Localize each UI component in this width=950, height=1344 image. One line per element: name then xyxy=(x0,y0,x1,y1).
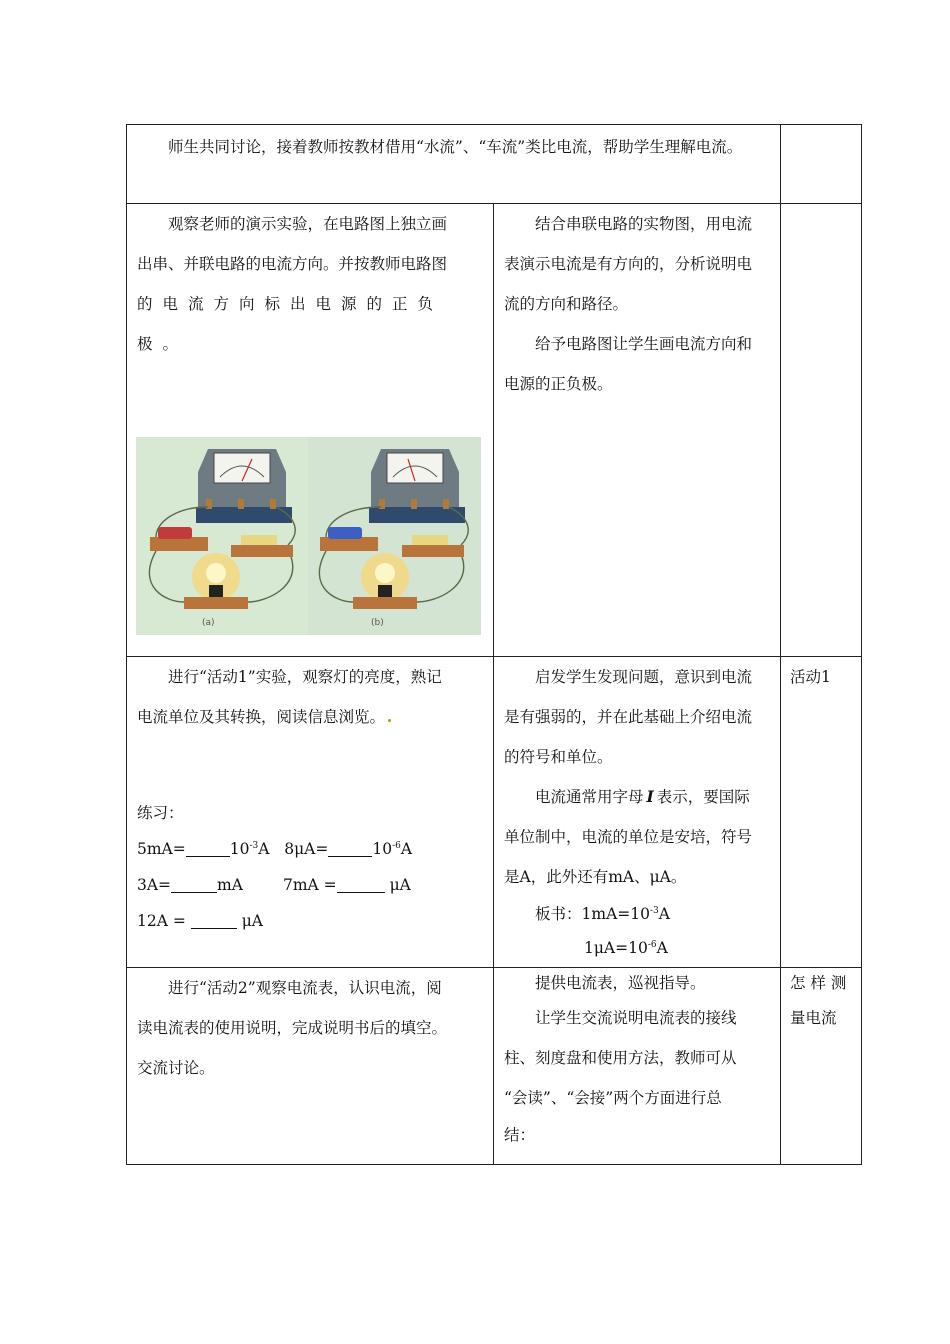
row3-teacher-line6: 是A，此外还有mA、μA。 xyxy=(504,868,687,886)
exercise-title: 练习： xyxy=(137,804,184,822)
row2-teacher-line4: 给予电路图让学生画电流方向和 xyxy=(535,335,753,353)
row2-teacher-line1: 结合串联电路的实物图，用电流 xyxy=(535,215,753,233)
row4-student-cell xyxy=(126,967,494,1165)
row1-text: 师生共同讨论，接着教师按教材借用“水流”、“车流”类比电流，帮助学生理解电流。 xyxy=(168,138,743,156)
row4-note-cell xyxy=(780,967,862,1165)
row2-student-line1: 观察老师的演示实验，在电路图上独立画 xyxy=(168,215,448,233)
row4-teacher-cell xyxy=(493,967,781,1165)
row4-note-line1: 怎 样 测 xyxy=(790,974,847,992)
figure-label-b: (b) xyxy=(371,618,384,628)
circuit-photo xyxy=(136,437,481,635)
row3-note: 活动1 xyxy=(790,668,831,686)
exercise-line2: 3A= mA 7mA = μA xyxy=(137,876,411,894)
row2-teacher-line2: 表演示电流是有方向的，分析说明电 xyxy=(504,255,753,273)
row2-student-cell xyxy=(126,203,494,657)
row3-student-line2: 电流单位及其转换，阅读信息浏览。 xyxy=(137,697,487,737)
exercise-line1: $5mA= 10^{-3}A$ $8\mu A= 10^{-6}A$ xyxy=(137,840,413,858)
row4-teacher-line5: 结： xyxy=(504,1126,536,1144)
battery-board-a xyxy=(150,537,208,551)
figure-label-a: (a) xyxy=(202,618,215,628)
row3-student-line1: 进行“活动1”实验，观察灯的亮度，熟记 xyxy=(168,668,442,686)
row2-teacher-cell xyxy=(493,203,781,657)
row3-teacher-line4: 电流通常用字母 I 表示，要国际 xyxy=(535,787,750,806)
row2-note-cell xyxy=(780,203,862,657)
row4-student-line2: 读电流表的使用说明，完成说明书后的填空。 xyxy=(137,1019,448,1037)
row1-main-cell xyxy=(126,124,781,204)
board-line1: 板书：$1mA=10^{-3}A$ xyxy=(535,905,670,923)
row2-teacher-line3: 流的方向和路径。 xyxy=(504,295,629,313)
row3-teacher-line1: 启发学生发现问题，意识到电流 xyxy=(535,668,753,686)
row4-note-line2: 量电流 xyxy=(790,1009,837,1027)
ammeter-b xyxy=(369,449,465,523)
row4-student-line3: 交流讨论。 xyxy=(137,1059,215,1077)
row2-student-line2: 出串、并联电路的电流方向。并按教师电路图 xyxy=(137,255,448,273)
row3-teacher-line2: 是有强弱的，并在此基础上介绍电流 xyxy=(504,708,753,726)
row4-teacher-line4: “会读”、“会接”两个方面进行总 xyxy=(504,1089,722,1107)
row4-teacher-line3: 柱、刻度盘和使用方法，教师可从 xyxy=(504,1049,737,1067)
row4-student-line1: 进行“活动2”观察电流表，认识电流，阅 xyxy=(168,979,442,997)
row3-student-cell xyxy=(126,656,494,968)
row3-teacher-cell xyxy=(493,656,781,968)
row4-teacher-line1: 提供电流表，巡视指导。 xyxy=(535,974,706,992)
board-line2: $1\mu A=10^{-6}A$ xyxy=(584,939,668,957)
row3-teacher-line5: 单位制中，电流的单位是安培，符号 xyxy=(504,828,753,846)
row3-teacher-line3: 的符号和单位。 xyxy=(504,748,613,766)
row2-teacher-line5: 电源的正负极。 xyxy=(504,375,613,393)
row4-teacher-line2: 让学生交流说明电流表的接线 xyxy=(535,1009,737,1027)
row1-note-cell xyxy=(780,124,862,204)
lesson-table xyxy=(126,124,862,1165)
exercise-line3: 12A = μA xyxy=(137,912,263,930)
ammeter-a xyxy=(196,449,292,523)
row2-student-line3: 的电流方向标出电源的正负极。 xyxy=(137,295,444,353)
row3-note-cell xyxy=(780,656,862,968)
